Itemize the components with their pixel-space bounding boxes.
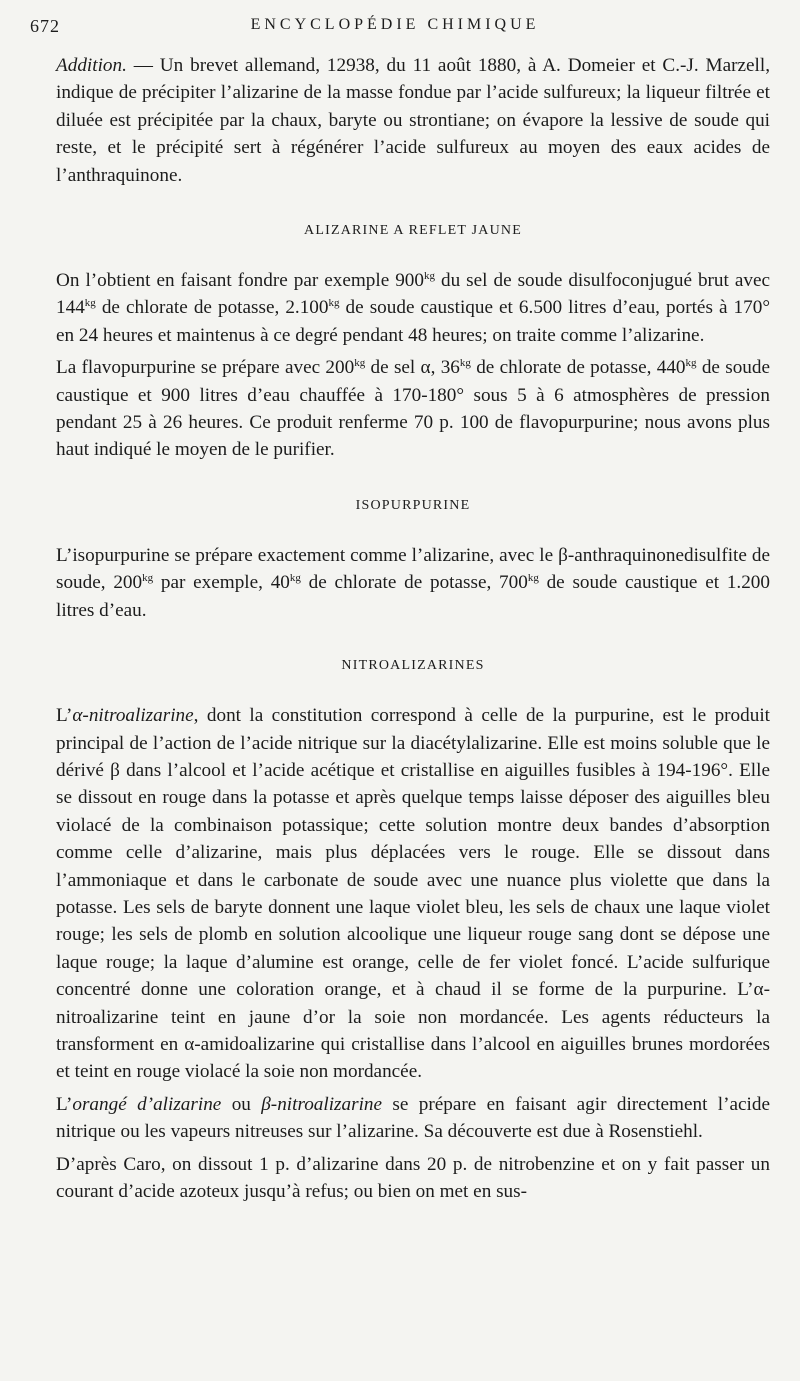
text-run: de soude caustique et 6.500 litres d’eau, portés à 170° en 24 heures et maintenus à ce degré pendant 48 heures; on traite comme l’alizarine. xyxy=(56,297,770,346)
unit-superscript: kg xyxy=(459,357,471,370)
text-run: , dont la constitution correspond à celle de la purpurine, est le produit principal de l’action de l’acide nitrique sur la diacétylalizarine. Elle est moins soluble que le dérivé β dans l’alcool et l’acide acétique et cristallise en aiguilles fusibles à 194-196°. Elle se dissout en rouge dans la potasse et après quelque temps laisse déposer des aiguilles bleu violacé de la combinaison potassique; cette solution montre deux bandes d’absorption comme celle d’alizarine, mais plus déplacées vers le rouge. Elle se dissout dans l’ammoniaque et dans le carbonate de soude avec une nuance plus violette que dans la potasse. Les sels de baryte donnent une laque violet bleu, les sels de chaux une laque violet rouge; les sels de plomb en solution alcoolique une liqueur rouge sang dont se dépose une laque rouge; la laque d’alumine est orange, celle de fer violet foncé. L’acide sulfurique concentré donne une coloration orange, et à chaud il se forme de la purpurine. L’α-nitroalizarine teint en jaune d’or la soie non mordancée. Les agents réducteurs la transforment en α-amidoalizarine qui cristallise dans l’alcool en aiguilles brunes mordorées et teint en rouge violacé la soie non mordancée. xyxy=(56,705,770,1083)
text-run: On l’obtient en faisant fondre par exemple 900 xyxy=(56,270,424,292)
italic-term: β-nitroalizarine xyxy=(261,1093,383,1115)
text-run: de chlorate de potasse, 440 xyxy=(470,357,686,379)
unit-superscript: kg xyxy=(354,357,366,370)
unit-superscript: kg xyxy=(289,572,301,585)
unit-superscript: kg xyxy=(84,297,96,310)
text-run: se prépare en faisant agir directement l’acide nitrique ou les vapeurs nitreuses sur l’alizarine. Sa découverte est due à Rosenstiehl. xyxy=(56,1093,770,1143)
page-header xyxy=(30,16,760,40)
page-body xyxy=(56,52,770,1210)
unit-superscript: kg xyxy=(527,572,539,585)
text-run: D’après Caro, on dissout 1 p. d’alizarine dans 20 p. de nitrobenzine et on y fait passer un courant d’acide azoteux jusqu’à refus; ou bien on met en sus- xyxy=(56,1153,770,1202)
section-title-nitroalizarines: NITROALIZARINES xyxy=(341,658,485,674)
italic-term: α-nitroalizarine xyxy=(72,705,194,727)
text-run: La flavopurpurine se prépare avec 200 xyxy=(56,357,355,379)
paragraph-nitro-3 xyxy=(56,1151,770,1206)
running-title: ENCYCLOPÉDIE CHIMIQUE xyxy=(250,16,540,33)
unit-superscript: kg xyxy=(685,357,697,370)
paragraph-isopurpurine-1 xyxy=(56,542,770,624)
section-title-alizarine-reflet-jaune: ALIZARINE A REFLET JAUNE xyxy=(304,223,522,239)
paragraph-reflet-jaune-2 xyxy=(56,354,770,464)
page-number: 672 xyxy=(30,16,60,36)
italic-term: orangé d’alizarine xyxy=(72,1093,222,1115)
section-title-isopurpurine: ISOPURPURINE xyxy=(355,497,471,513)
text-run: — Un brevet allemand, 12938, du 11 août 1880, à A. Domeier et C.-J. Marzell, indique de précipiter l’alizarine de la masse fondue par l’acide sulfureux; la liqueur filtrée et diluée est précipitée par la chaux, baryte ou strontiane; on évapore la lessive de soude qui reste, et le précipité sert à régénérer l’acide sulfureux au moyen des eaux acides de l’anthraquinone. xyxy=(56,55,770,186)
paragraph-addition xyxy=(56,52,770,189)
text-run: L’isopurpurine se prépare exactement comme l’alizarine, avec le β-anthraquinonedisulfite de soude, 200 xyxy=(56,544,770,594)
text-run: par exemple, 40 xyxy=(153,572,290,594)
paragraph-nitro-1 xyxy=(56,702,770,1086)
text-run: du sel de soude disulfoconjugué brut avec 144 xyxy=(56,270,770,319)
italic-term: Addition. xyxy=(56,55,127,76)
text-run: de soude caustique et 1.200 litres d’eau. xyxy=(56,572,770,621)
unit-superscript: kg xyxy=(328,297,340,310)
unit-superscript: kg xyxy=(142,572,154,585)
text-run: de chlorate de potasse, 2.100 xyxy=(95,297,329,319)
text-run: ou xyxy=(221,1093,262,1115)
unit-superscript: kg xyxy=(424,270,435,283)
text-run: de chlorate de potasse, 700 xyxy=(300,572,528,594)
text-run: L’ xyxy=(56,705,73,727)
paragraph-nitro-2 xyxy=(56,1091,770,1146)
paragraph-reflet-jaune-1 xyxy=(56,267,770,349)
text-run: L’ xyxy=(56,1093,73,1115)
text-run: de sel α, 36 xyxy=(365,357,460,379)
text-run: de soude caustique et 900 litres d’eau chauffée à 170-180° sous 5 à 6 atmosphères de pression pendant 25 à 26 heures. Ce produit renferme 70 p. 100 de flavopurpurine; nous avons plus haut indiqué le moyen de le purifier. xyxy=(56,357,771,461)
